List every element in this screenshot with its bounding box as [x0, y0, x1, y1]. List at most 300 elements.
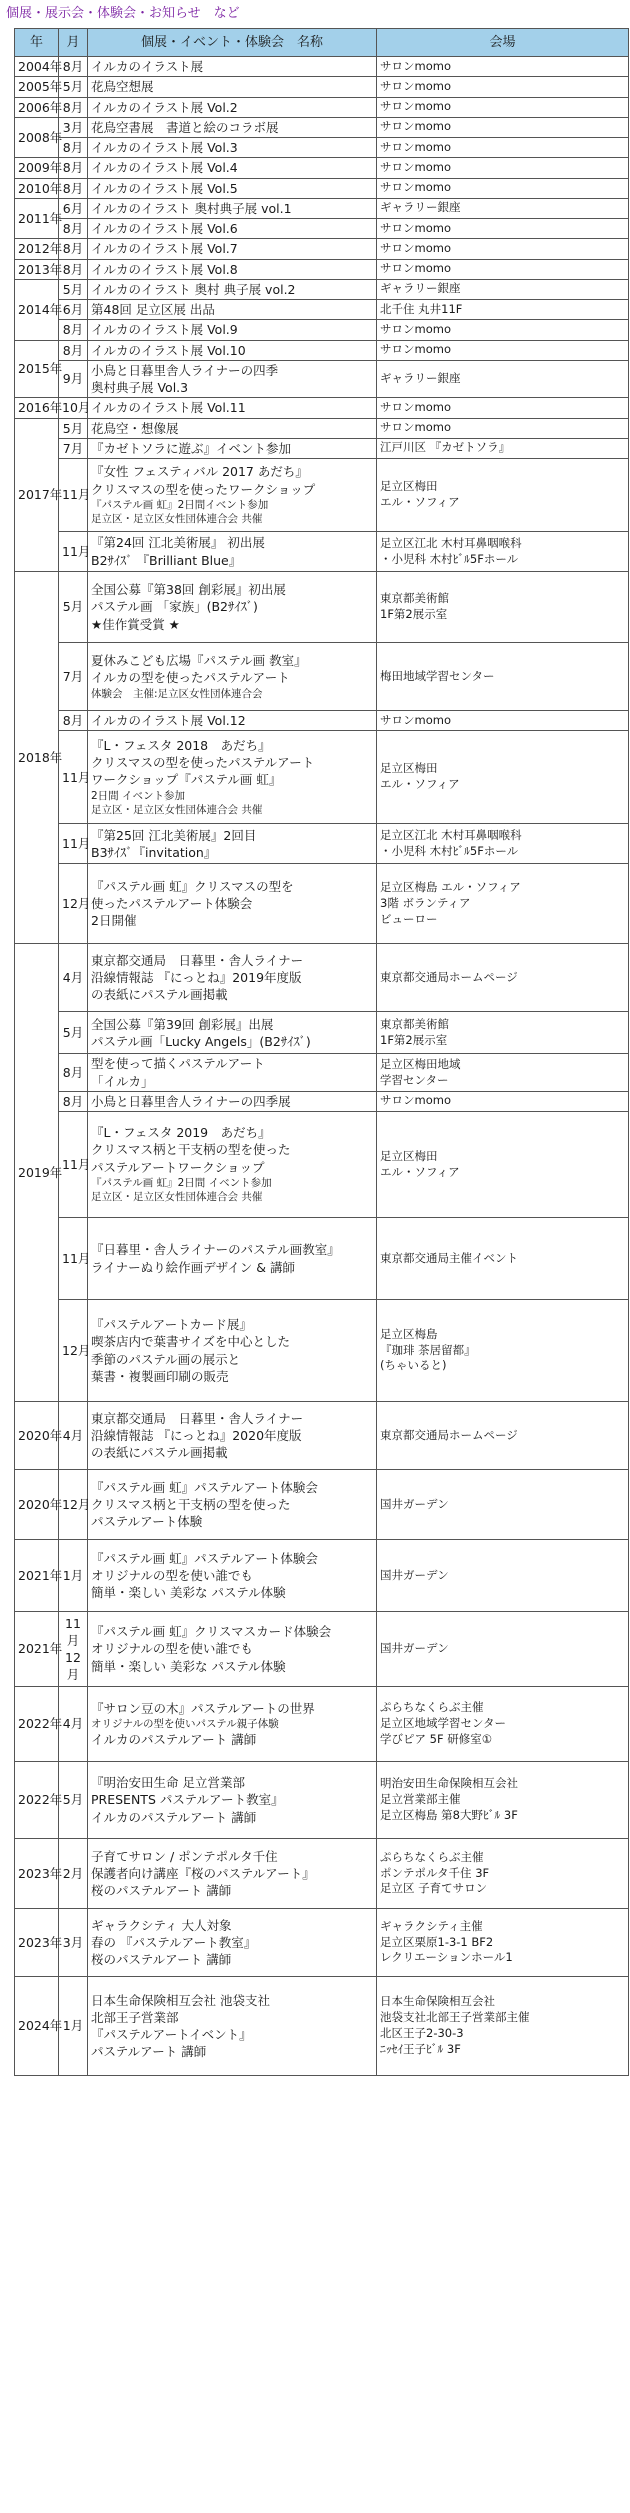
- event-line: 奥村典子展 Vol.3: [91, 380, 189, 395]
- month-cell: 8月: [59, 1091, 88, 1111]
- event-line: 『L・フェスタ 2019 あだち』: [91, 1125, 271, 1141]
- event-line: 『パステルアートカード展』: [91, 1317, 252, 1332]
- venue-cell: [377, 1218, 629, 1300]
- year-cell: 2023年: [15, 1909, 59, 1977]
- venue-cell: [377, 340, 629, 360]
- venue-line: 池袋支社北部王子営業部主催: [380, 2010, 530, 2025]
- month-cell: 2月: [59, 1839, 88, 1909]
- event-line: 喫茶店内で葉書サイズを中心とした: [91, 1334, 291, 1350]
- venue-line: 『珈琲 茶居留都』: [380, 1342, 476, 1357]
- venue-line: エル・ソフィア: [380, 495, 460, 509]
- month-cell: 7月: [59, 438, 88, 458]
- year-cell: 2011年: [15, 198, 59, 239]
- year-cell: 2013年: [15, 259, 59, 279]
- table-row: [15, 1112, 629, 1218]
- event-cell: [88, 864, 377, 944]
- year-cell: 2009年: [15, 158, 59, 178]
- event-cell: [88, 459, 377, 532]
- event-line: 日本生命保険相互会社 池袋支社: [91, 1992, 270, 2008]
- month-cell: 11月: [59, 459, 88, 532]
- month-cell: 5月: [59, 418, 88, 438]
- venue-line: ﾆｯｾｲ王子ﾋﾞﾙ 3F: [380, 2041, 461, 2056]
- venue-line: 国井ガーデン: [380, 1641, 449, 1656]
- event-line: 簡単・楽しい 美彩な パステル体験: [91, 1658, 286, 1674]
- event-cell: [88, 1687, 377, 1762]
- month-cell: 7月: [59, 643, 88, 711]
- month-cell: 8月: [59, 259, 88, 279]
- event-line: 葉書・複製画印刷の販売: [91, 1368, 229, 1384]
- venue-cell: [377, 864, 629, 944]
- event-line: 『第24回 江北美術展』 初出展: [91, 535, 265, 551]
- table-row: [15, 117, 629, 137]
- venue-cell: [377, 1300, 629, 1402]
- venue-line: 足立区梅田: [380, 1148, 438, 1163]
- event-line: 『第25回 江北美術展』2回目: [91, 827, 257, 843]
- table-row: [15, 158, 629, 178]
- venue-line: ビューロー: [380, 911, 438, 926]
- event-line: 『パステル画 虹』クリスマスカード体験会: [91, 1624, 332, 1640]
- venue-line: 学習センター: [380, 1072, 449, 1087]
- table-row: [15, 360, 629, 398]
- event-line: 『パステル画 虹』クリスマスの型を: [91, 878, 294, 894]
- event-line: イルカのイラスト 奥村典子展 vol.1: [91, 200, 292, 216]
- year-cell: 2012年: [15, 239, 59, 259]
- month-cell: 5月: [59, 572, 88, 643]
- event-line: イルカのイラスト展 Vol.2: [91, 99, 238, 115]
- table-row: [15, 731, 629, 824]
- event-cell: [88, 1112, 377, 1218]
- event-line: イルカのイラスト展 Vol.6: [91, 221, 238, 236]
- table-row: [15, 239, 629, 259]
- venue-line: レクリエーションホール1: [380, 1950, 513, 1965]
- year-cell: 2019年: [15, 944, 59, 1402]
- event-cell: [88, 532, 377, 572]
- venue-line: ・小児科 木村ﾋﾞﾙ5Fホール: [380, 843, 519, 858]
- venue-line: ギャラリー銀座: [380, 281, 461, 296]
- event-cell: [88, 279, 377, 299]
- event-cell: [88, 239, 377, 259]
- table-row: [15, 864, 629, 944]
- venue-cell: [377, 1054, 629, 1092]
- table-row: [15, 1054, 629, 1092]
- event-cell: [88, 1218, 377, 1300]
- event-line: イルカのイラスト展 Vol.4: [91, 160, 238, 176]
- event-cell: [88, 57, 377, 77]
- venue-cell: [377, 1977, 629, 2076]
- table-row: [15, 438, 629, 458]
- header-event: 個展・イベント・体験会 名称: [88, 29, 377, 57]
- venue-line: サロンmomo: [380, 159, 451, 174]
- venue-line: サロンmomo: [380, 180, 451, 195]
- venue-cell: [377, 1612, 629, 1687]
- venue-cell: [377, 1012, 629, 1054]
- month-cell: 8月: [59, 178, 88, 198]
- month-cell: 3月: [59, 1909, 88, 1977]
- venue-cell: [377, 320, 629, 340]
- year-cell: 2022年: [15, 1762, 59, 1839]
- table-row: [15, 219, 629, 239]
- event-line: パステルアート体験: [91, 1514, 203, 1530]
- venue-cell: [377, 360, 629, 398]
- events-table: [14, 28, 629, 2076]
- month-cell: 8月: [59, 239, 88, 259]
- month-cell: 8月: [59, 57, 88, 77]
- event-line: イルカのイラスト展 Vol.3: [91, 140, 238, 155]
- venue-cell: [377, 1540, 629, 1612]
- venue-line: 国井ガーデン: [380, 1496, 449, 1511]
- event-cell: [88, 340, 377, 360]
- month-cell: 5月: [59, 1012, 88, 1054]
- event-line: 『日暮里・舎人ライナーのパステル画教室』: [91, 1242, 340, 1258]
- venue-cell: [377, 97, 629, 117]
- event-cell: [88, 77, 377, 97]
- venue-line: エル・ソフィア: [380, 777, 460, 792]
- event-line: 2日開催: [91, 913, 137, 929]
- event-line: 花鳥空書展 書道と絵のコラボ展: [91, 119, 279, 135]
- year-cell: 2020年: [15, 1470, 59, 1540]
- year-cell: 2021年: [15, 1540, 59, 1612]
- page-title: 個展・展示会・体験会・お知らせ など: [6, 6, 240, 21]
- year-cell: 2018年: [15, 572, 59, 944]
- event-line: クリスマスの型を使ったワークショップ: [91, 481, 316, 497]
- table-row: [15, 418, 629, 438]
- venue-line: サロンmomo: [380, 321, 451, 336]
- venue-line: 足立区梅田: [380, 479, 438, 494]
- month-cell: 11月: [59, 1218, 88, 1300]
- table-row: [15, 57, 629, 77]
- event-cell: [88, 1839, 377, 1909]
- month-cell: 8月: [59, 219, 88, 239]
- month-cell: 12月: [59, 1470, 88, 1540]
- table-row: [15, 1612, 629, 1687]
- venue-cell: [377, 1909, 629, 1977]
- venue-cell: [377, 1470, 629, 1540]
- event-line: 全国公募『第38回 創彩展』初出展: [91, 582, 286, 598]
- event-line: イルカのイラスト展 Vol.11: [91, 400, 246, 416]
- table-row: [15, 77, 629, 97]
- venue-line: 学びピア 5F 研修室①: [380, 1731, 493, 1746]
- venue-line: サロンmomo: [380, 58, 451, 73]
- venue-cell: [377, 198, 629, 218]
- event-cell: [88, 1540, 377, 1612]
- venue-line: 足立区江北 木村耳鼻咽喉科: [380, 827, 522, 842]
- event-line: オリジナルの型を使い誰でも: [91, 1641, 253, 1657]
- venue-cell: [377, 1112, 629, 1218]
- venue-cell: [377, 572, 629, 643]
- year-cell: 2014年: [15, 279, 59, 340]
- venue-cell: [377, 57, 629, 77]
- table-row: [15, 1091, 629, 1111]
- event-line: オリジナルの型を使いパステル親子体験: [91, 1717, 279, 1730]
- month-cell: 8月: [59, 97, 88, 117]
- event-line: ライナーぬり絵作画デザイン & 講師: [91, 1259, 295, 1275]
- table-row: [15, 1839, 629, 1909]
- event-cell: [88, 138, 377, 158]
- venue-line: ぷらちなくらぶ主催: [380, 1700, 484, 1715]
- event-line: イルカのイラスト展 Vol.7: [91, 241, 238, 257]
- event-line: 桜のパステルアート 講師: [91, 1952, 232, 1968]
- header-year: 年: [15, 29, 59, 57]
- event-cell: [88, 572, 377, 643]
- event-line: B2ｻｲｽﾞ 『Brilliant Blue』: [91, 552, 242, 568]
- event-line: クリスマス柄と干支柄の型を使った: [91, 1142, 291, 1158]
- event-cell: [88, 1300, 377, 1402]
- event-line: 北部王子営業部: [91, 2009, 179, 2025]
- event-line: オリジナルの型を使い誰でも: [91, 1567, 253, 1583]
- venue-line: ポンテポルタ千住 3F: [380, 1865, 490, 1880]
- venue-cell: [377, 711, 629, 731]
- month-cell: 3月: [59, 117, 88, 137]
- venue-line: 北千住 丸井11F: [380, 301, 463, 316]
- event-cell: [88, 97, 377, 117]
- event-line: 足立区・足立区女性団体連合会 共催: [91, 804, 263, 817]
- venue-line: サロンmomo: [380, 220, 451, 235]
- year-cell: 2022年: [15, 1687, 59, 1762]
- event-line: 型を使って描くパステルアート: [91, 1056, 265, 1072]
- event-line: 2日間 イベント参加: [91, 789, 186, 802]
- venue-line: ギャラクシティ主催: [380, 1918, 483, 1933]
- event-line: イルカのイラスト展 Vol.8: [91, 261, 238, 277]
- table-row: [15, 1909, 629, 1977]
- venue-cell: [377, 731, 629, 824]
- venue-line: サロンmomo: [380, 119, 451, 134]
- year-cell: 2024年: [15, 1977, 59, 2076]
- month-cell: 8月: [59, 158, 88, 178]
- year-cell: 2006年: [15, 97, 59, 117]
- venue-line: サロンmomo: [380, 1093, 451, 1108]
- venue-cell: [377, 219, 629, 239]
- venue-line: 足立区梅島: [380, 1326, 438, 1341]
- month-cell: 8月: [59, 320, 88, 340]
- year-cell: 2020年: [15, 1402, 59, 1470]
- event-line: パステル画 「家族」(B2ｻｲｽﾞ): [91, 599, 258, 615]
- venue-line: ギャラリー銀座: [380, 200, 461, 215]
- event-line: 足立区・足立区女性団体連合会 共催: [91, 513, 263, 526]
- table-row: [15, 178, 629, 198]
- venue-line: ぷらちなくらぶ主催: [380, 1849, 484, 1864]
- venue-line: 3階 ボランティア: [380, 895, 471, 910]
- venue-cell: [377, 643, 629, 711]
- month-cell: 12月: [59, 864, 88, 944]
- venue-cell: [377, 239, 629, 259]
- event-cell: [88, 1909, 377, 1977]
- venue-line: 国井ガーデン: [380, 1567, 449, 1582]
- event-line: イルカのイラスト展 Vol.10: [91, 342, 246, 358]
- event-line: イルカのイラスト展 Vol.9: [91, 322, 238, 338]
- table-row: [15, 572, 629, 643]
- year-cell: 2010年: [15, 178, 59, 198]
- venue-line: 北区王子2-30-3: [380, 2026, 464, 2040]
- venue-line: サロンmomo: [380, 78, 451, 93]
- month-cell: 8月: [59, 711, 88, 731]
- venue-line: サロンmomo: [380, 240, 451, 255]
- venue-cell: [377, 398, 629, 418]
- event-line: イルカの型を使ったパステルアート: [91, 670, 290, 686]
- venue-cell: [377, 279, 629, 299]
- event-line: 季節のパステル画の展示と: [91, 1351, 241, 1367]
- event-cell: [88, 219, 377, 239]
- event-line: 簡単・楽しい 美彩な パステル体験: [91, 1585, 286, 1601]
- venue-cell: [377, 944, 629, 1012]
- venue-cell: [377, 459, 629, 532]
- month-cell: 11月: [59, 1112, 88, 1218]
- year-cell: 2005年: [15, 77, 59, 97]
- event-line: 保護者向け講座『桜のパステルアート』: [91, 1865, 315, 1881]
- event-line: イルカのイラスト展 Vol.5: [91, 180, 238, 196]
- table-row: [15, 1977, 629, 2076]
- event-line: 「イルカ」: [91, 1073, 154, 1089]
- event-cell: [88, 438, 377, 458]
- event-cell: [88, 824, 377, 864]
- venue-line: 1F第2展示室: [380, 607, 448, 621]
- venue-line: 東京都美術館: [380, 591, 449, 606]
- table-row: [15, 300, 629, 320]
- month-cell: 4月: [59, 944, 88, 1012]
- month-cell: 6月: [59, 300, 88, 320]
- month-cell: 8月: [59, 1054, 88, 1092]
- venue-cell: [377, 824, 629, 864]
- event-line: 『パステル画 虹』パステルアート体験会: [91, 1479, 318, 1495]
- venue-line: サロンmomo: [380, 712, 451, 727]
- event-line: イルカのパステルアート 講師: [91, 1809, 257, 1825]
- venue-line: 足立区梅田: [380, 761, 438, 776]
- event-cell: [88, 1762, 377, 1839]
- event-line: イルカのイラスト展: [91, 59, 204, 74]
- table-row: [15, 138, 629, 158]
- venue-line: サロンmomo: [380, 99, 451, 114]
- event-cell: [88, 944, 377, 1012]
- table-row: [15, 944, 629, 1012]
- year-cell: 2017年: [15, 418, 59, 572]
- venue-cell: [377, 418, 629, 438]
- venue-cell: [377, 1091, 629, 1111]
- event-cell: [88, 198, 377, 218]
- event-cell: [88, 117, 377, 137]
- venue-line: ギャラリー銀座: [380, 371, 461, 386]
- event-line: パステルアートワークショップ: [91, 1159, 265, 1175]
- event-line: 沿線情報誌 『にっとね』2019年度版: [91, 970, 302, 986]
- table-row: [15, 259, 629, 279]
- event-line: 夏休みこども広場『パステル画 教室』: [91, 653, 307, 668]
- year-cell: 2004年: [15, 57, 59, 77]
- event-line: の表紙にパステル画掲載: [91, 1445, 228, 1461]
- year-cell: 2023年: [15, 1839, 59, 1909]
- event-cell: [88, 1612, 377, 1687]
- table-row: [15, 1218, 629, 1300]
- event-cell: [88, 418, 377, 438]
- table-row: [15, 1012, 629, 1054]
- event-line: クリスマス柄と干支柄の型を使った: [91, 1496, 291, 1512]
- month-cell: 5月: [59, 279, 88, 299]
- month-cell: 1月: [59, 1977, 88, 2076]
- table-row: [15, 1540, 629, 1612]
- event-line: 『女性 フェスティバル 2017 あだち』: [91, 464, 308, 480]
- venue-cell: [377, 178, 629, 198]
- venue-line: エル・ソフィア: [380, 1164, 460, 1179]
- venue-cell: [377, 158, 629, 178]
- event-line: 第48回 足立区展 出品: [91, 302, 215, 317]
- event-cell: [88, 711, 377, 731]
- venue-cell: [377, 300, 629, 320]
- table-row: [15, 711, 629, 731]
- venue-cell: [377, 1402, 629, 1470]
- event-line: 『パステルアートイベント』: [91, 2027, 252, 2042]
- venue-line: 足立営業部主催: [380, 1792, 461, 1807]
- venue-line: 足立区梅島 第8大野ﾋﾞﾙ 3F: [380, 1807, 518, 1822]
- venue-line: 1F第2展示室: [380, 1032, 448, 1047]
- venue-line: 足立区地域学習センター: [380, 1716, 507, 1731]
- venue-line: サロンmomo: [380, 139, 451, 154]
- venue-line: (ちゃいると): [380, 1358, 447, 1373]
- month-cell: 5月: [59, 77, 88, 97]
- event-line: 子育てサロン / ポンテポルタ千住: [91, 1848, 278, 1864]
- venue-line: 東京都交通局主催イベント: [380, 1250, 518, 1265]
- event-line: ワークショップ『パステル画 虹』: [91, 772, 282, 788]
- event-cell: [88, 320, 377, 340]
- month-cell: 4月: [59, 1402, 88, 1470]
- month-cell: 8月: [59, 138, 88, 158]
- month-cell: 6月: [59, 198, 88, 218]
- event-line: 『カゼトソラに遊ぶ』イベント参加: [91, 440, 292, 456]
- table-row: [15, 1300, 629, 1402]
- header-month: 月: [59, 29, 88, 57]
- table-row: [15, 1470, 629, 1540]
- event-line: 『L・フェスタ 2018 あだち』: [91, 737, 271, 753]
- event-cell: [88, 1977, 377, 2076]
- event-cell: [88, 158, 377, 178]
- table-row: [15, 97, 629, 117]
- event-line: 『明治安田生命 足立営業部: [91, 1775, 245, 1791]
- event-line: パステルアート 講師: [91, 2044, 207, 2060]
- venue-cell: [377, 532, 629, 572]
- venue-line: 東京都美術館: [380, 1016, 449, 1031]
- venue-cell: [377, 77, 629, 97]
- header-venue: 会場: [377, 29, 629, 57]
- event-line: B3ｻｲｽﾞ『invitation』: [91, 844, 217, 860]
- month-cell: 8月: [59, 340, 88, 360]
- table-row: [15, 1687, 629, 1762]
- table-row: [15, 643, 629, 711]
- table-row: [15, 532, 629, 572]
- event-cell: [88, 1470, 377, 1540]
- venue-cell: [377, 138, 629, 158]
- month-cell: 11月: [59, 532, 88, 572]
- event-cell: [88, 300, 377, 320]
- event-line: 小鳥と日暮里舎人ライナーの四季: [91, 362, 279, 378]
- table-row: [15, 198, 629, 218]
- year-cell: 2016年: [15, 398, 59, 418]
- event-cell: [88, 731, 377, 824]
- venue-line: サロンmomo: [380, 342, 451, 357]
- event-cell: [88, 178, 377, 198]
- event-line: 『サロン豆の木』パステルアートの世界: [91, 1700, 315, 1716]
- venue-cell: [377, 117, 629, 137]
- venue-line: 明治安田生命保険相互会社: [380, 1776, 518, 1791]
- event-cell: [88, 398, 377, 418]
- month-cell: 4月: [59, 1687, 88, 1762]
- event-cell: [88, 259, 377, 279]
- venue-line: 足立区江北 木村耳鼻咽喉科: [380, 535, 522, 550]
- event-line: 体験会 主催:足立区女性団体連合会: [91, 687, 263, 700]
- venue-line: サロンmomo: [380, 261, 451, 276]
- event-cell: [88, 1054, 377, 1092]
- event-cell: [88, 1091, 377, 1111]
- table-row: [15, 279, 629, 299]
- event-line: イルカのイラスト展 Vol.12: [91, 713, 246, 728]
- month-cell: 1月: [59, 1540, 88, 1612]
- event-line: 小鳥と日暮里舎人ライナーの四季展: [91, 1093, 291, 1109]
- event-line: ギャラクシティ 大人対象: [91, 1917, 232, 1933]
